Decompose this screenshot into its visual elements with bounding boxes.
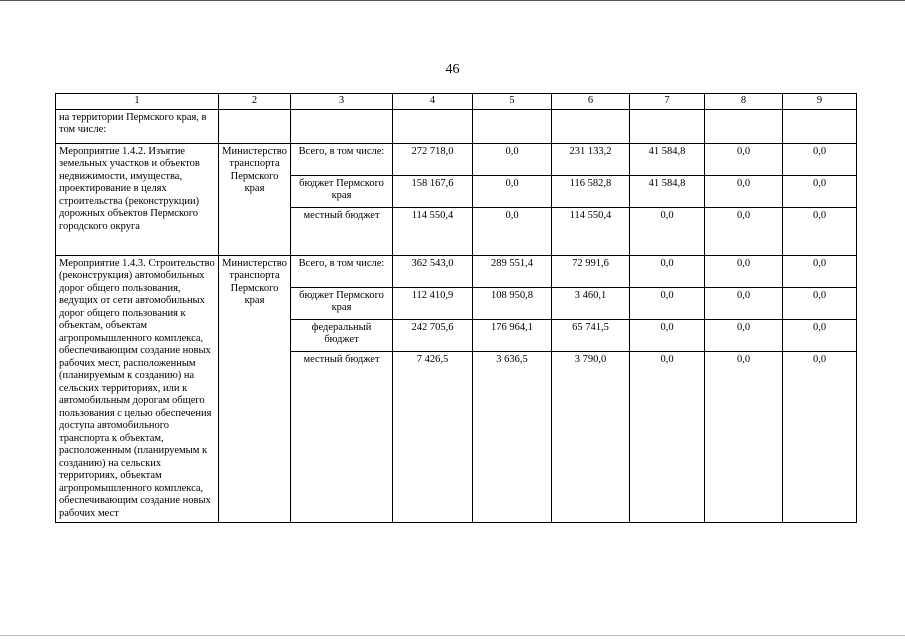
value-cell: 0,0 [705,143,783,175]
value-cell: 0,0 [783,143,857,175]
continuation-text: на территории Пермского края, в том числе: [56,109,219,143]
value-cell: 0,0 [783,287,857,319]
value-cell: 362 543,0 [393,255,473,287]
value-cell: 289 551,4 [473,255,552,287]
value-cell: 0,0 [783,175,857,207]
value-cell: 41 584,8 [630,175,705,207]
measure-name: Мероприятие 1.4.3. Строительство (реконструкция) автомобильных дорог общего пользования, ведущих от сети автомобильных дорог общего пользования к объектам, объектам агропромышленного комплекса, обеспечивающим создание новых рабочих мест, расположенным (планируемым к созданию) на сельских территориях, или к автомобильным дорогам общего пользования с целью обеспечения доступа автомобильного транспорта к объектам, расположенным (планируемым к созданию) на сельских территориях, объектам агропромышленного комплекса, обеспечивающим создание новых рабочих мест [56,255,219,523]
value-cell: 0,0 [630,207,705,255]
value-cell: 0,0 [705,175,783,207]
funding-source: местный бюджет [291,351,393,523]
continuation-row [56,109,857,143]
column-number: 4 [393,94,473,110]
page-number: 46 [445,62,460,77]
value-cell: 242 705,6 [393,319,473,351]
value-cell: 114 550,4 [552,207,630,255]
value-cell: 108 950,8 [473,287,552,319]
table-row [56,255,857,287]
value-cell: 112 410,9 [393,287,473,319]
bottom-scan-edge [0,635,905,636]
value-cell: 72 991,6 [552,255,630,287]
value-cell: 0,0 [630,351,705,523]
value-cell: 3 636,5 [473,351,552,523]
value-cell: 0,0 [783,319,857,351]
funding-source: Всего, в том числе: [291,255,393,287]
funding-source: федеральный бюджет [291,319,393,351]
column-number: 9 [783,94,857,110]
column-number: 6 [552,94,630,110]
value-cell: 0,0 [783,351,857,523]
value-cell: 3 460,1 [552,287,630,319]
value-cell: 0,0 [630,287,705,319]
column-number: 5 [473,94,552,110]
column-number: 1 [56,94,219,110]
value-cell: 41 584,8 [630,143,705,175]
empty-cell [291,109,393,143]
empty-cell [783,109,857,143]
value-cell: 176 964,1 [473,319,552,351]
value-cell: 0,0 [705,351,783,523]
value-cell: 3 790,0 [552,351,630,523]
value-cell: 0,0 [473,143,552,175]
measure-name: Мероприятие 1.4.2. Изъятие земельных участков и объектов недвижимости, имущества, проектирование в целях строительства (реконструкции) дорожных объектов Пермского городского округа [56,143,219,255]
financing-table [55,93,857,523]
column-number-row [56,94,857,110]
value-cell: 116 582,8 [552,175,630,207]
column-number: 3 [291,94,393,110]
empty-cell [552,109,630,143]
value-cell: 65 741,5 [552,319,630,351]
value-cell: 0,0 [473,207,552,255]
empty-cell [393,109,473,143]
value-cell: 0,0 [705,319,783,351]
value-cell: 7 426,5 [393,351,473,523]
column-number: 8 [705,94,783,110]
funding-source: бюджет Пермского края [291,175,393,207]
funding-source: местный бюджет [291,207,393,255]
empty-cell [705,109,783,143]
value-cell: 0,0 [783,255,857,287]
empty-cell [219,109,291,143]
value-cell: 158 167,6 [393,175,473,207]
value-cell: 231 133,2 [552,143,630,175]
value-cell: 0,0 [783,207,857,255]
executor: Министерство транспорта Пермского края [219,255,291,523]
top-scan-edge [0,0,905,1]
value-cell: 0,0 [473,175,552,207]
empty-cell [473,109,552,143]
funding-source: бюджет Пермского края [291,287,393,319]
column-number: 2 [219,94,291,110]
table-row [56,143,857,175]
value-cell: 0,0 [630,319,705,351]
executor: Министерство транспорта Пермского края [219,143,291,255]
value-cell: 0,0 [705,287,783,319]
value-cell: 114 550,4 [393,207,473,255]
column-number: 7 [630,94,705,110]
value-cell: 0,0 [630,255,705,287]
value-cell: 272 718,0 [393,143,473,175]
value-cell: 0,0 [705,207,783,255]
funding-source: Всего, в том числе: [291,143,393,175]
value-cell: 0,0 [705,255,783,287]
empty-cell [630,109,705,143]
